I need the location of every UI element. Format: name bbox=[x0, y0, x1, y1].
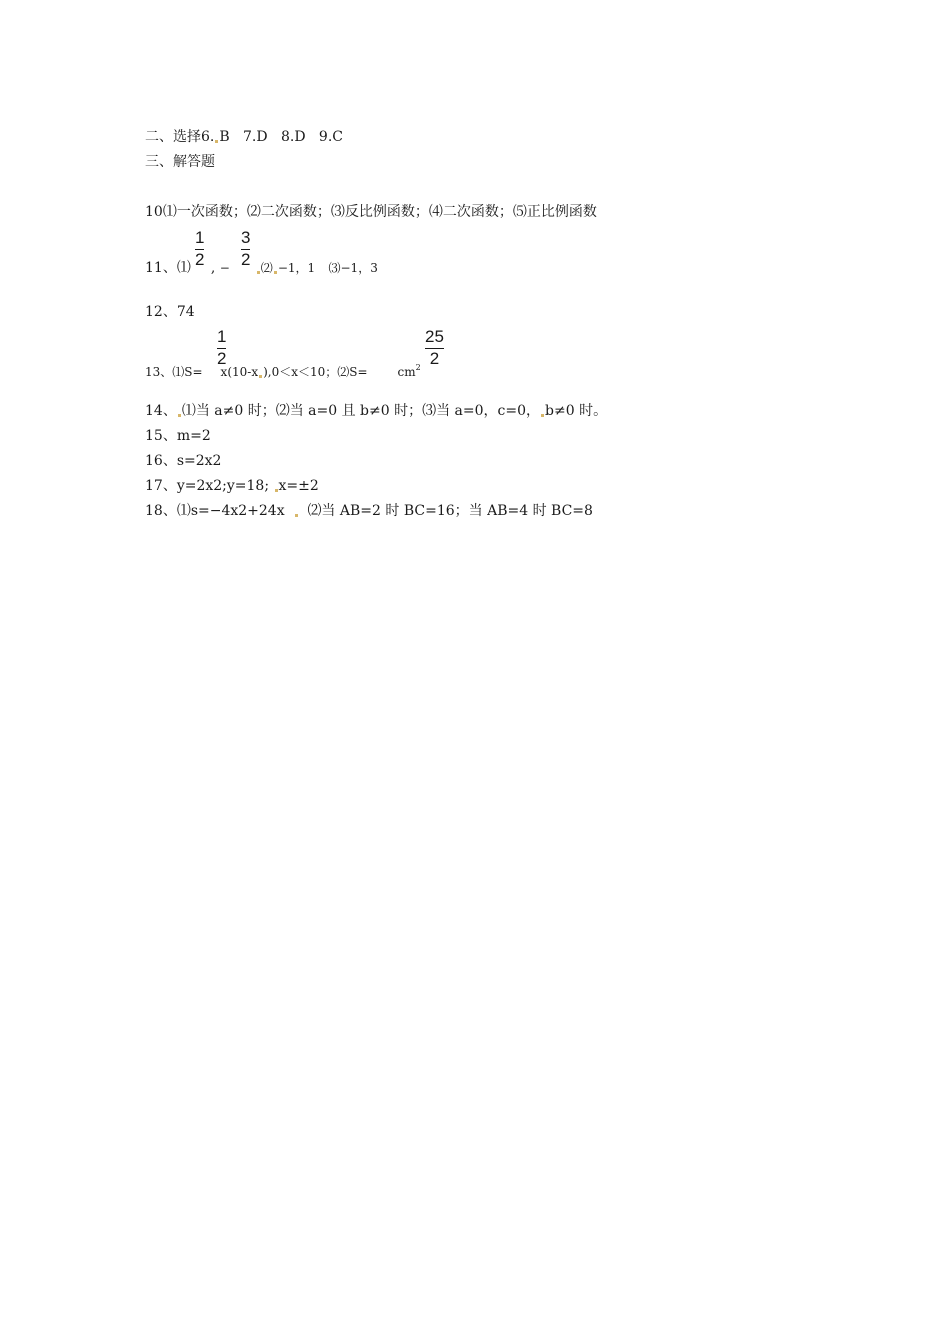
choice-answers bbox=[145, 128, 343, 146]
q11-part2: ⑵ bbox=[260, 261, 273, 275]
edit-mark bbox=[295, 514, 298, 517]
q13-expression: x(10-x bbox=[220, 365, 259, 379]
q13-unit-exponent: 2 bbox=[415, 363, 421, 372]
q14-text: ⑴当 a≠0 时；⑵当 a=0 且 b≠0 时；⑶当 a=0，c=0， bbox=[181, 403, 541, 419]
q13-unit: cm bbox=[397, 365, 416, 379]
q6-answer: B bbox=[219, 129, 230, 145]
q13-fraction-2-numerator: 25 bbox=[425, 328, 444, 349]
q17-text: 17、y=2x2;y=18; bbox=[145, 478, 270, 494]
q11-part3: ⑶−1，3 bbox=[328, 261, 378, 275]
q14-prefix: 14、 bbox=[145, 403, 177, 419]
q8-answer: 8.D bbox=[280, 129, 306, 145]
edit-mark bbox=[178, 414, 181, 417]
q17-answer bbox=[145, 477, 319, 495]
q11-fraction-2-numerator: 3 bbox=[241, 229, 250, 250]
q15-answer: 15、m=2 bbox=[145, 428, 211, 444]
q18-answer bbox=[145, 502, 593, 520]
q13-fraction-2-denominator: 2 bbox=[429, 349, 440, 368]
q14-text-end: b≠0 时。 bbox=[545, 403, 608, 419]
q11-prefix: 11、⑴ bbox=[145, 260, 191, 276]
choice-prefix: 二、选择 bbox=[145, 129, 201, 145]
q11-fraction-2-denominator: 2 bbox=[241, 250, 251, 269]
q11-fraction-1-denominator: 2 bbox=[195, 250, 205, 269]
q13-fraction-1-denominator: 2 bbox=[217, 349, 227, 368]
q11-part2-value: −1，1 bbox=[277, 261, 316, 275]
edit-mark bbox=[541, 414, 544, 417]
q9-answer: 9.C bbox=[318, 129, 343, 145]
q13-answer bbox=[145, 359, 421, 381]
q11-answer bbox=[145, 259, 378, 277]
edit-mark bbox=[259, 375, 262, 378]
q18-text: 18、⑴s=−4x2+24x bbox=[145, 503, 285, 519]
q11-fraction-1-numerator: 1 bbox=[195, 229, 204, 250]
edit-mark bbox=[257, 271, 260, 274]
edit-mark bbox=[275, 489, 278, 492]
q13-fraction-1-numerator: 1 bbox=[217, 328, 226, 349]
q10-answer: 10⑴一次函数；⑵二次函数；⑶反比例函数；⑷二次函数；⑸正比例函数 bbox=[145, 204, 597, 220]
q7-answer: 7.D bbox=[243, 129, 268, 145]
edit-mark bbox=[274, 271, 277, 274]
q16-answer: 16、s=2x2 bbox=[145, 453, 222, 469]
q14-answer bbox=[145, 402, 607, 420]
section-heading: 三、解答题 bbox=[145, 154, 215, 170]
q13-fraction-2 bbox=[425, 328, 444, 368]
q6-number: 6. bbox=[201, 129, 215, 145]
q13-expression-end: ),0＜x＜10；⑵S= bbox=[263, 365, 368, 379]
q13-prefix: 13、⑴S= bbox=[145, 365, 203, 379]
edit-mark bbox=[215, 140, 218, 143]
q11-separator: , bbox=[210, 260, 216, 276]
q12-answer: 12、74 bbox=[145, 304, 195, 320]
q11-minus: − bbox=[219, 261, 230, 275]
q17-text-end: x=±2 bbox=[278, 478, 319, 494]
q18-text-end: ⑵当 AB=2 时 BC=16；当 AB=4 时 BC=8 bbox=[307, 503, 593, 519]
